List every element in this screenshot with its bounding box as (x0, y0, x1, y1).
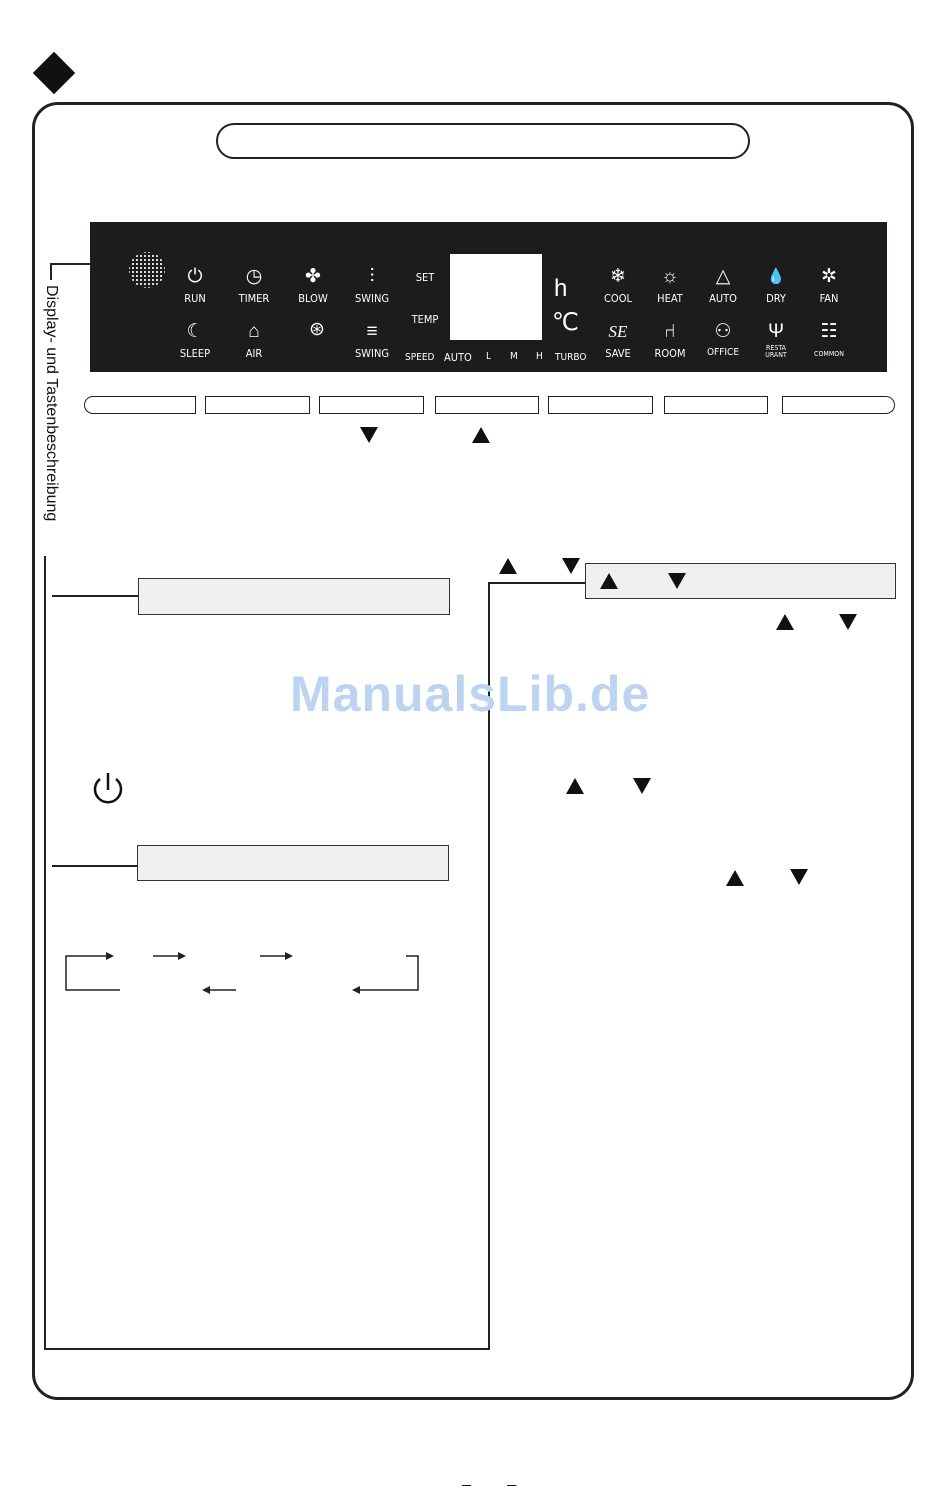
up-arrow-icon (776, 614, 794, 630)
fork-knife-icon[interactable]: Ψ (768, 321, 784, 342)
header-1-connector (52, 595, 139, 597)
celsius-unit: ℃ (552, 309, 579, 336)
speed-low: L (486, 351, 492, 362)
fan-label: FAN (819, 292, 839, 305)
speed-auto: AUTO (444, 351, 472, 364)
section-header-1 (138, 578, 450, 615)
auto-label: AUTO (709, 292, 737, 305)
page-number: _ _ (462, 1470, 533, 1487)
key-outline-5[interactable] (548, 396, 653, 414)
common-icon[interactable]: ☷ (820, 321, 838, 342)
swing-horizontal-icon[interactable]: ≡ (366, 321, 378, 342)
header-2-connector (52, 865, 138, 867)
key-outline-7[interactable] (782, 396, 895, 414)
save-icon[interactable]: SE (608, 322, 628, 341)
power-symbol-icon (88, 770, 128, 812)
save-label: SAVE (605, 347, 631, 360)
down-arrow-icon (360, 427, 378, 443)
clock-icon[interactable]: ◷ (245, 266, 263, 287)
left-column-border (44, 556, 46, 1350)
sun-icon[interactable]: ☼ (661, 266, 679, 287)
cool-label: COOL (604, 292, 632, 305)
timer-label: TIMER (238, 292, 270, 305)
speed-medium: M (510, 351, 518, 362)
up-arrow-icon (472, 427, 490, 443)
drops-icon[interactable]: 💧 (766, 268, 786, 285)
moon-icon[interactable]: ☾ (186, 321, 204, 342)
key-outline-4[interactable] (435, 396, 539, 414)
down-arrow-icon (633, 778, 651, 794)
key-outline-6[interactable] (664, 396, 768, 414)
side-label-bracket-top (50, 263, 52, 280)
temp-label: TEMP (411, 313, 439, 326)
common-label: COMMON (814, 350, 844, 358)
watermark: ManualsLib.de (290, 666, 651, 722)
dry-label: DRY (766, 292, 786, 305)
chair-icon[interactable]: ⑁ (664, 321, 676, 342)
sleep-label: SLEEP (179, 347, 211, 360)
up-arrow-icon (566, 778, 584, 794)
power-icon[interactable]: ⏻ (187, 266, 203, 287)
mode-cycle-diagram (60, 946, 430, 998)
section-header-temperature (585, 563, 896, 599)
side-label: Display- und Tastenbeschreibung (43, 285, 60, 522)
blow-icon[interactable]: ✤ (305, 266, 321, 287)
key-outline-2[interactable] (205, 396, 310, 414)
left-column-bottom-border (44, 1348, 489, 1350)
lcd-screen (450, 254, 542, 340)
restaurant-label: RESTA URANT (765, 344, 787, 359)
set-label: SET (415, 271, 435, 284)
up-arrow-icon (600, 573, 618, 589)
section-title-box (216, 123, 750, 159)
fan-icon[interactable]: ✲ (821, 266, 837, 287)
blow-label: BLOW (298, 292, 328, 305)
up-arrow-icon (499, 558, 517, 574)
speed-turbo: TURBO (555, 352, 587, 363)
run-label: RUN (184, 292, 206, 305)
side-label-connector (50, 263, 90, 265)
heat-label: HEAT (657, 292, 683, 305)
snowflake-icon[interactable]: ❄ (610, 266, 626, 287)
filter-icon[interactable]: ⊛ (309, 319, 325, 340)
down-arrow-icon (790, 869, 808, 885)
key-outline-3[interactable] (319, 396, 424, 414)
house-icon[interactable]: ⌂ (248, 321, 260, 342)
up-arrow-icon (726, 870, 744, 886)
section-diamond-marker (33, 52, 75, 94)
speed-high: H (536, 351, 543, 362)
down-arrow-icon (668, 573, 686, 589)
room-label: ROOM (654, 347, 686, 360)
swing-horizontal-label: SWING (354, 347, 390, 360)
office-label: OFFICE (706, 347, 740, 358)
section-header-2 (137, 845, 449, 881)
triangle-icon[interactable]: △ (715, 266, 731, 287)
swing-vertical-label: SWING (354, 292, 390, 305)
air-label: AIR (245, 347, 263, 360)
people-icon[interactable]: ⚇ (714, 321, 732, 342)
sensor-grid-icon (128, 251, 166, 289)
key-outline-1[interactable] (84, 396, 196, 414)
right-header-connector (488, 582, 585, 584)
down-arrow-icon (562, 558, 580, 574)
speed-label: SPEED (405, 352, 435, 363)
swing-vertical-icon[interactable]: ⫶ (369, 266, 375, 287)
down-arrow-icon (839, 614, 857, 630)
hour-unit: h (554, 275, 568, 302)
